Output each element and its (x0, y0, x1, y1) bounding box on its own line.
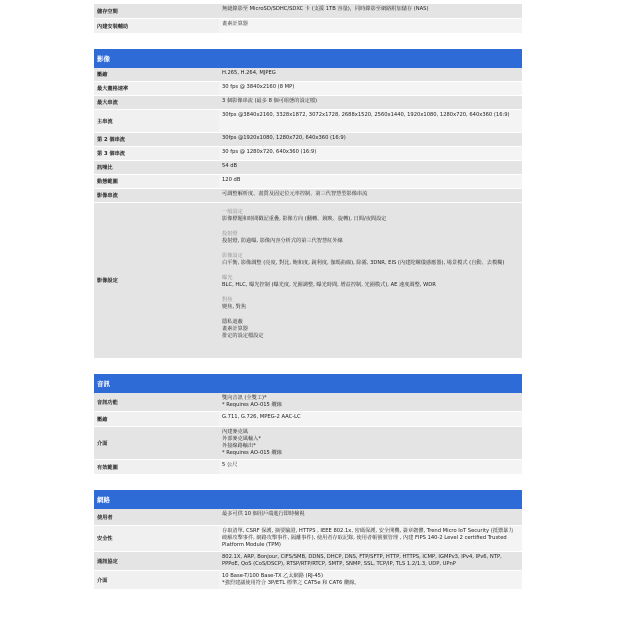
spec-row (94, 460, 522, 475)
spec-value-line: 30 fps @ 1280x720, 640x360 (16:9) (222, 149, 317, 155)
spec-label: 內建安裝輔助 (94, 19, 219, 33)
spec-value-line: 畫素計算器 (222, 21, 248, 27)
spec-row (94, 552, 522, 571)
spec-row (94, 4, 522, 19)
spec-row (94, 189, 522, 203)
spec-label: 使用者 (94, 509, 219, 525)
spec-label: 訊噪比 (94, 161, 219, 174)
spec-value-line: 120 dB (222, 177, 241, 183)
spec-row (94, 393, 522, 412)
spec-label: 第 3 個串流 (94, 147, 219, 160)
settings-group-line: 畫素計算器 (222, 326, 248, 332)
settings-group-line: BLC, HLC, 曝光控制 (曝光度, 光圈調整, 曝光時間, 增益控制, 光圈模式), AE 速度調整, WDR (222, 282, 436, 288)
spec-label: 影像串流 (94, 189, 219, 202)
spec-value (219, 427, 522, 459)
spec-value-line: 無縫錄影至 MicroSD/SDHC/SDXC 卡 (支援 1TB 容量)，同時錄影至網路附加儲存 (NAS) (222, 6, 429, 12)
settings-group-line: 影像標題和時間戳記重疊, 影像方向 (翻轉、鏡映、旋轉), 日間/夜間設定 (222, 216, 387, 222)
spec-value-line: 外接線路輸出* (222, 443, 256, 449)
spec-value-line: 雙向音訊 (全雙工)* (222, 395, 267, 401)
spec-value (219, 147, 522, 160)
settings-group-heading: 對焦 (222, 297, 233, 303)
spec-value (219, 68, 522, 81)
spec-value-line: 30fps @3840x2160, 3328x1872, 3072x1728, 2688x1520, 2560x1440, 1920x1080, 1280x720, 640x360 (16:9) (222, 112, 510, 118)
spec-value (219, 393, 522, 411)
spec-value-line: 10 Base-T/100 Base-TX 乙太網路 (RJ-45) (222, 573, 324, 579)
spec-value (219, 96, 522, 109)
spec-value-line: 外部麥克風輸入* (222, 436, 261, 442)
spec-row (94, 96, 522, 110)
spec-value-line: 54 dB (222, 163, 238, 169)
spec-value (219, 82, 522, 95)
spec-label: 介面 (94, 427, 219, 459)
section-header-network: 網路 (94, 490, 522, 509)
spec-label: 介面 (94, 571, 219, 589)
spec-label: 音訊功能 (94, 393, 219, 411)
spec-row (94, 526, 522, 552)
spec-row (94, 110, 522, 133)
spec-row (94, 68, 522, 82)
spec-row (94, 82, 522, 96)
spec-row (94, 175, 522, 189)
spec-label: 儲存空間 (94, 4, 219, 18)
settings-group-heading: 一般設定 (222, 209, 243, 215)
settings-group-line: 白平衡, 影像調整 (亮度, 對比, 飽和度, 銳利度, 伽瑪曲線), 除霧, 3DNR, EIS (內建陀螺儀感應器), 場景模式 (自動、去模糊) (222, 260, 505, 266)
settings-group (222, 231, 518, 245)
section-gap (94, 475, 522, 490)
spec-value-line: 5 公尺 (222, 462, 238, 468)
spec-label: 有效範圍 (94, 460, 219, 474)
spec-label: 動態範圍 (94, 175, 219, 188)
spec-row (94, 509, 522, 526)
spec-value-line: 802.1X, ARP, Bonjour, CIFS/SMB, DDNS, DHCP, DNS, FTP/SFTP, HTTP, HTTPS, ICMP, IGMPv3, IPv4, IPv6, NTP, PPPoE, QoS (CoS/DSCP), RTSP/RTP/RTCP, SMTP, SNMP, SSL, TCP/IP, TLS 1.2/1.3, UDP, UPnP (222, 554, 502, 567)
spec-value-line: 30fps @1920x1080, 1280x720, 640x360 (16:9) (222, 135, 346, 141)
spec-label: 第 2 個串流 (94, 133, 219, 146)
spec-row-image-settings (94, 203, 522, 359)
spec-value-line: G.711, G.726, MPEG-2 AAC-LC (222, 414, 301, 420)
spec-value (219, 175, 522, 188)
spec-value (219, 203, 522, 358)
settings-group-line: 投射燈, 防過曝, 影像內容分析式的第三代智慧紅外線 (222, 238, 343, 244)
spec-label: 通訊協定 (94, 552, 219, 570)
spec-value (219, 189, 522, 202)
spec-value (219, 4, 522, 18)
spec-value (219, 571, 522, 589)
section-header-audio: 音訊 (94, 374, 522, 393)
settings-group (222, 209, 518, 223)
spec-value-line: *強烈建議使用符合 3P/ETL 標準之 CAT5e 和 CAT6 纜線。 (222, 580, 360, 586)
spec-value (219, 161, 522, 174)
spec-value-line: 最多可供 10 個用戶端進行即時檢視 (222, 511, 305, 517)
section-gap (94, 34, 522, 49)
settings-group (222, 253, 518, 267)
spec-label: 壓縮 (94, 412, 219, 426)
spec-value (219, 133, 522, 146)
spec-value (219, 526, 522, 551)
spec-row (94, 412, 522, 427)
section-header-video: 影像 (94, 49, 522, 68)
spec-row (94, 161, 522, 175)
settings-group-heading: 曝光 (222, 275, 233, 281)
spec-value (219, 110, 522, 132)
settings-group (222, 319, 518, 340)
settings-group-line: 隱私遮蔽 (222, 319, 243, 325)
spec-sheet (94, 4, 522, 590)
spec-value-line: * Requires AO-015 纜線 (222, 450, 282, 456)
spec-row (94, 571, 522, 590)
settings-group-heading: 影像設定 (222, 253, 243, 259)
spec-value-line: 內建麥克風 (222, 429, 248, 435)
spec-value (219, 460, 522, 474)
spec-value-line: * Requires AO-015 纜線 (222, 402, 282, 408)
spec-value (219, 19, 522, 33)
spec-row (94, 133, 522, 147)
spec-value-line: 可調整解析度、畫質及固定位元率控制、第三代智慧型影像串流 (222, 191, 368, 197)
spec-value (219, 412, 522, 426)
settings-group-line: 變焦, 對焦 (222, 304, 247, 310)
spec-value-line: 30 fps @ 3840x2160 (8 MP) (222, 84, 295, 90)
spec-label: 主串流 (94, 110, 219, 132)
section-gap (94, 359, 522, 374)
settings-group-heading: 投射燈 (222, 231, 238, 237)
spec-label: 最大畫格速率 (94, 82, 219, 95)
spec-row (94, 147, 522, 161)
spec-label: 壓縮 (94, 68, 219, 81)
spec-row (94, 19, 522, 34)
settings-group (222, 275, 518, 289)
spec-label: 影像設定 (94, 203, 219, 358)
spec-value-line: H.265, H.264, MJPEG (222, 70, 276, 76)
spec-label: 安全性 (94, 526, 219, 551)
settings-group-line: 排定的設定檔設定 (222, 333, 264, 339)
settings-group (222, 297, 518, 311)
spec-label: 最大串流 (94, 96, 219, 109)
spec-value (219, 552, 522, 570)
spec-value (219, 509, 522, 525)
spec-row (94, 427, 522, 460)
spec-value-line: 3 個影像串流 (最多 8 個可組態的設定檔) (222, 98, 318, 104)
spec-value-line: 存取清單, CSRF 保護, 摘要驗證, HTTPS , IEEE 802.1x, 密碼保護, 安全開機, 簽章韌體, Trend Micro IoT Security (抵禦暴力破解攻擊事件, 網路攻擊事件, 隔離事件), 使用者存取記錄, 使用者帳號號管理 , 內建 FIPS 140-2 Level 2 certified Trusted Platform Module (TPM) (222, 528, 514, 548)
